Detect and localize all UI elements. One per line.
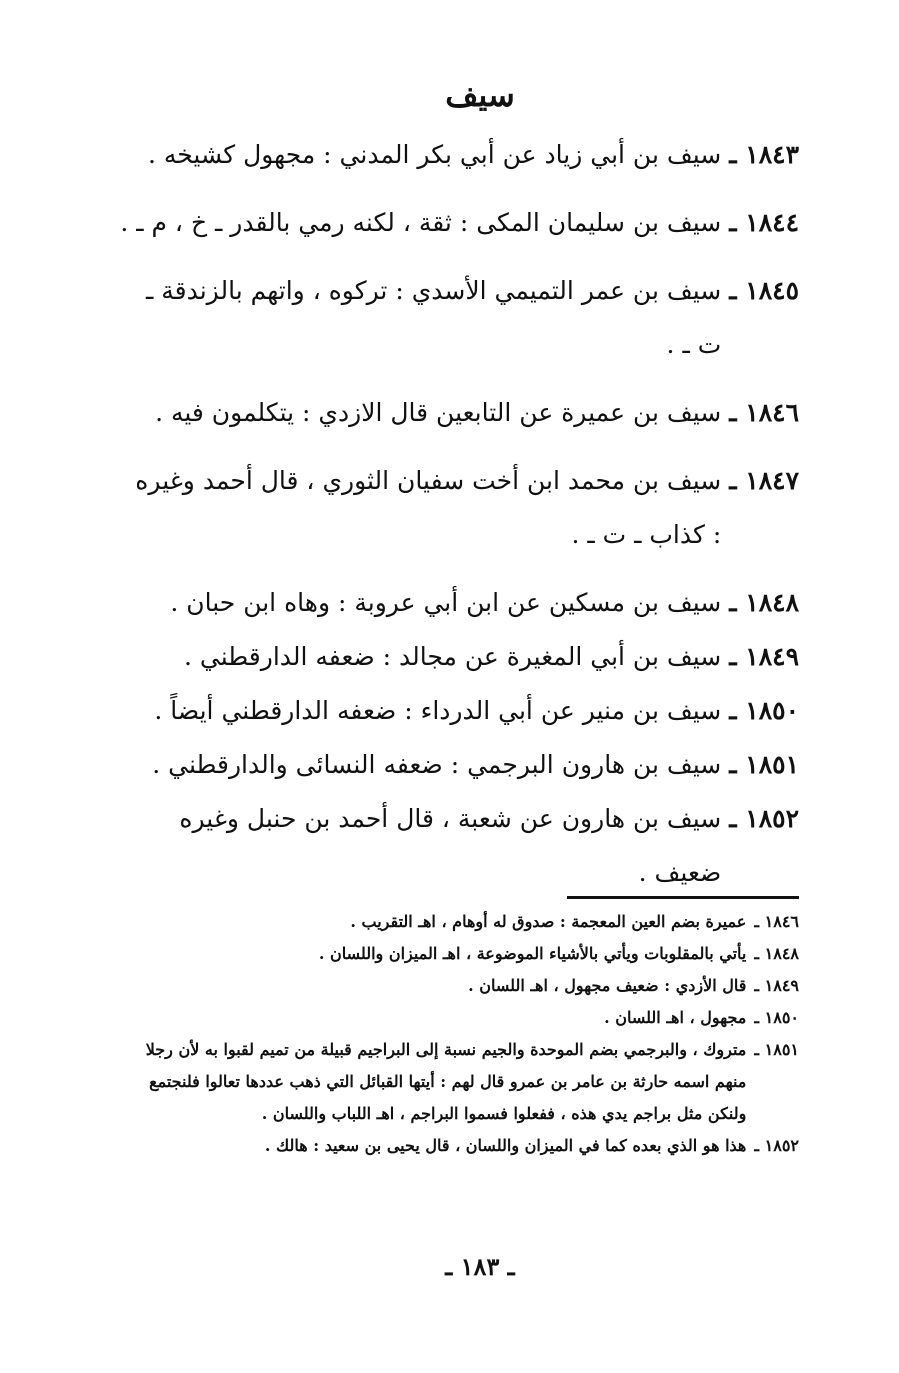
entry-text: سيف بن مسكين عن ابن أبي عروبة : وهاه ابن حبان .	[170, 588, 722, 617]
entry-text: سيف بن محمد ابن أخت سفيان الثوري ، قال أحمد وغيره : كذاب ـ ت ـ .	[135, 466, 722, 549]
footnote-number: ١٨٤٦ ـ	[754, 912, 799, 931]
entry-number: ١٨٥٢ ـ	[729, 804, 799, 833]
entry-text: سيف بن عميرة عن التابعين قال الازدي : يتكلمون فيه .	[155, 398, 722, 427]
footnote-text: هذا هو الذي بعده كما في الميزان واللسان ، قال يحيى بن سعيد : هالك .	[264, 1136, 747, 1155]
footnote-1849	[139, 970, 799, 1002]
entry-text: سيف بن أبي زياد عن أبي بكر المدني : مجهول كشيخه .	[147, 140, 722, 169]
entry-1851	[119, 738, 799, 792]
entry-1843	[119, 128, 799, 182]
entry-text: سيف بن منير عن أبي الدرداء : ضعفه الدارقطني أيضاً .	[154, 696, 722, 725]
entry-number: ١٨٤٨ ـ	[729, 588, 799, 617]
entry-text: سيف بن هارون البرجمي : ضعفه النسائى والدارقطني .	[152, 750, 722, 779]
entry-number: ١٨٤٦ ـ	[729, 398, 799, 427]
entry-1849	[119, 630, 799, 684]
entry-number: ١٨٤٩ ـ	[729, 642, 799, 671]
footnote-text: عميرة بضم العين المعجمة : صدوق له أوهام ، اهـ التقريب .	[350, 912, 747, 931]
entries-list	[119, 128, 799, 900]
entry-1845	[119, 264, 799, 372]
footnote-text: قال الأزدي : ضعيف مجهول ، اهـ اللسان .	[468, 976, 747, 995]
footnote-1852	[139, 1130, 799, 1162]
entry-text: سيف بن هارون عن شعبة ، قال أحمد بن حنبل وغيره ضعيف .	[179, 804, 722, 887]
entry-1850	[119, 684, 799, 738]
entry-1846	[119, 386, 799, 440]
entry-number: ١٨٤٣ ـ	[729, 140, 799, 169]
entry-1844	[119, 196, 799, 250]
footnote-text: متروك ، والبرجمي بضم الموحدة والجيم نسبة إلى البراجيم قبيلة من تميم لقبوا به لأن رجلا منهم اسمه حارثة بن عامر بن عمرو قال لهم : أيتها القبائل التي ذهب عددها تعالوا فلنجتمع ولنكن مثل براجم يدي هذه ، ففعلوا فسموا البراجم ، اهـ اللباب واللسان .	[145, 1040, 747, 1123]
entry-number: ١٨٤٤ ـ	[729, 208, 799, 237]
footnotes-list	[139, 906, 799, 1162]
entry-text: سيف بن عمر التميمي الأسدي : تركوه ، واتهم بالزندقة ـ ت ـ .	[145, 276, 722, 359]
footnote-1850	[139, 1002, 799, 1034]
footnote-1848	[139, 938, 799, 970]
footnote-1851	[139, 1034, 799, 1130]
footnote-divider	[567, 896, 799, 899]
entry-1847	[119, 454, 799, 562]
footnote-1846	[139, 906, 799, 938]
footnote-number: ١٨٤٨ ـ	[754, 944, 799, 963]
footnote-number: ١٨٥٠ ـ	[754, 1008, 799, 1027]
page-title: سيف	[445, 76, 515, 114]
entry-text: سيف بن سليمان المكى : ثقة ، لكنه رمي بالقدر ـ خ ، م ـ .	[120, 208, 722, 237]
entry-number: ١٨٤٥ ـ	[729, 276, 799, 305]
entry-1852	[119, 792, 799, 900]
page-number: ـ ١٨٣ ـ	[445, 1252, 515, 1281]
entry-text: سيف بن أبي المغيرة عن مجالد : ضعفه الدارقطني .	[184, 642, 722, 671]
footnote-number: ١٨٥١ ـ	[754, 1040, 799, 1059]
footnote-number: ١٨٤٩ ـ	[754, 976, 799, 995]
entry-1848	[119, 576, 799, 630]
footnote-number: ١٨٥٢ ـ	[754, 1136, 799, 1155]
entry-number: ١٨٥٠ ـ	[729, 696, 799, 725]
footnote-text: مجهول ، اهـ اللسان .	[604, 1008, 747, 1027]
entry-number: ١٨٥١ ـ	[729, 750, 799, 779]
footnote-text: يأتي بالمقلوبات ويأتي بالأشياء الموضوعة ، اهـ الميزان واللسان .	[318, 944, 747, 963]
entry-number: ١٨٤٧ ـ	[729, 466, 799, 495]
